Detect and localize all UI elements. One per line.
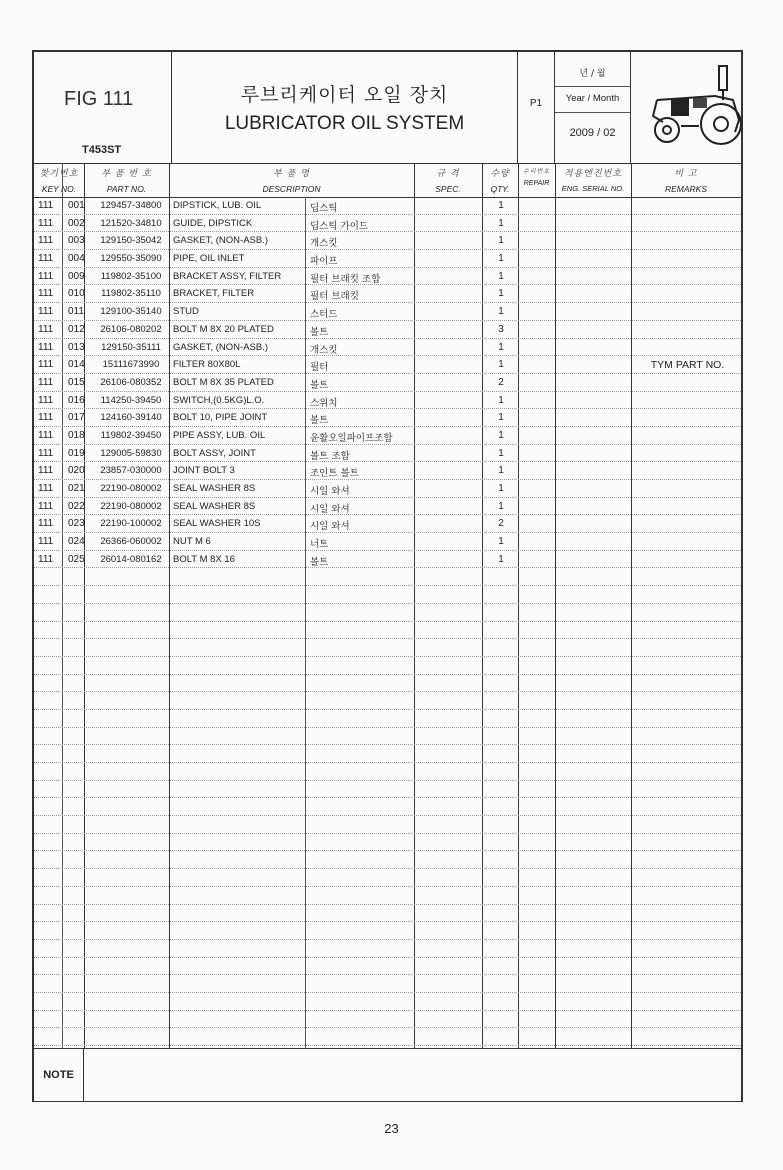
quantity: 1: [498, 394, 504, 406]
description: GUIDE, DIPSTICK: [173, 217, 253, 229]
key-number-group: 111: [38, 306, 54, 318]
quantity: 1: [498, 447, 504, 459]
quantity: 2: [498, 376, 504, 388]
fig-cell: [34, 52, 172, 163]
part-number: 22190-080002: [100, 500, 162, 512]
key-number-group: 111: [38, 217, 54, 229]
description-korean: 시일 와셔: [310, 521, 350, 533]
key-number: 002: [68, 217, 85, 229]
description-korean: 딥스틱 가이드: [310, 220, 369, 232]
col-spec: 규 격 SPEC.: [435, 169, 461, 194]
sheet-header: [34, 52, 741, 164]
empty-row: [34, 816, 741, 834]
key-number-group: 111: [38, 394, 54, 406]
quantity: 1: [498, 465, 504, 477]
part-number: 129150-35042: [100, 235, 162, 247]
key-number-group: 111: [38, 518, 54, 530]
table-row: [34, 427, 741, 445]
description-korean: 필터: [310, 362, 329, 374]
key-number-group: 111: [38, 359, 54, 371]
part-number: 26014-080162: [100, 553, 162, 565]
table-row: [34, 250, 741, 268]
col-description: 부 품 명 DESCRIPTION: [262, 169, 321, 194]
description-korean: 볼트: [310, 415, 329, 427]
column-headers: [34, 163, 741, 198]
description-korean: 개스킷: [310, 238, 338, 250]
quantity: 1: [498, 429, 504, 441]
key-number: 022: [68, 500, 85, 512]
description: BOLT M 8X 16: [173, 553, 235, 565]
quantity: 1: [498, 536, 504, 548]
part-number: 121520-34810: [100, 217, 162, 229]
key-number: 017: [68, 412, 85, 424]
key-number: 019: [68, 447, 85, 459]
key-number: 018: [68, 429, 85, 441]
title-cell: [172, 52, 518, 163]
part-number: 26106-080352: [100, 376, 162, 388]
remarks: TYM PART NO.: [650, 359, 725, 372]
quantity: 1: [498, 306, 504, 318]
empty-row: [34, 798, 741, 816]
description: SEAL WASHER 8S: [173, 483, 256, 494]
part-number: 119802-35110: [101, 288, 161, 300]
table-row: [34, 445, 741, 463]
part-number: 23857-030000: [100, 465, 162, 477]
table-row: [34, 480, 741, 498]
parts-table: [34, 197, 741, 1046]
empty-row: [34, 728, 741, 746]
key-number: 016: [68, 394, 85, 406]
col-repair: 수리번호 REPAIR: [522, 168, 551, 187]
empty-row: [34, 1028, 741, 1046]
part-number: 26366-060002: [100, 536, 162, 548]
fig-number: FIG 111: [64, 88, 134, 110]
table-row: [34, 215, 741, 233]
description: SEAL WASHER 10S: [173, 518, 261, 530]
description-korean: 볼트: [310, 379, 329, 391]
quantity: 1: [498, 359, 504, 371]
empty-row: [34, 745, 741, 763]
key-number: 001: [68, 200, 85, 211]
table-row: [34, 339, 741, 357]
quantity: 1: [498, 270, 504, 282]
note-box: [34, 1048, 741, 1101]
key-number: 020: [68, 465, 85, 477]
part-number: 129005-59830: [100, 447, 162, 459]
empty-row: [34, 869, 741, 887]
col-key: 찾기번호 KEY NO.: [39, 169, 79, 194]
title-english: LUBRICATOR OIL SYSTEM: [224, 113, 465, 134]
quantity: 1: [498, 217, 504, 229]
description: GASKET, (NON-ASB.): [173, 341, 269, 353]
empty-row: [34, 905, 741, 923]
part-number: 129100-35140: [100, 306, 162, 318]
key-number-group: 111: [38, 200, 54, 211]
key-number-group: 111: [38, 253, 54, 265]
empty-row: [34, 975, 741, 993]
empty-row: [34, 922, 741, 940]
description: BOLT ASSY, JOINT: [173, 447, 256, 459]
description: STUD: [173, 306, 199, 318]
quantity: 1: [498, 288, 504, 300]
quantity: 1: [498, 500, 504, 512]
description-korean: 개스킷: [310, 344, 338, 356]
empty-row: [34, 657, 741, 675]
table-row: [34, 515, 741, 533]
description-korean: 필터 브래킷 조합: [310, 273, 381, 285]
col-eng-serial: 적용엔진번호 ENG. SERIAL NO.: [561, 169, 625, 193]
quantity: 1: [498, 483, 504, 494]
table-row: [34, 197, 741, 215]
empty-row: [34, 781, 741, 799]
description-korean: 파이프: [310, 256, 338, 268]
description: SWITCH,(0.5KG)L.O.: [173, 394, 265, 406]
table-row: [34, 285, 741, 303]
key-number-group: 111: [38, 447, 54, 459]
part-number: 119802-35100: [100, 270, 162, 282]
key-number-group: 111: [38, 341, 54, 353]
part-number: 119802-39450: [100, 429, 162, 441]
key-number-group: 111: [38, 270, 54, 282]
description: FILTER 80X80L: [173, 359, 241, 371]
empty-row: [34, 710, 741, 728]
col-remarks: 비 고 REMARKS: [664, 169, 708, 194]
table-row: [34, 303, 741, 321]
key-number: 013: [68, 341, 85, 353]
description-korean: 볼트: [310, 556, 329, 568]
empty-row: [34, 958, 741, 976]
description-korean: 스위치: [310, 397, 338, 409]
description-korean: 시일 와셔: [310, 486, 350, 497]
empty-row: [34, 675, 741, 693]
key-number-group: 111: [38, 500, 54, 512]
key-number: 024: [68, 536, 85, 548]
model-name: T453ST: [82, 144, 122, 156]
part-number: 129550-35090: [100, 253, 162, 265]
part-number: 15111673990: [102, 359, 160, 371]
key-number: 003: [68, 235, 85, 247]
key-number-group: 111: [38, 376, 54, 388]
description: GASKET, (NON-ASB.): [173, 235, 269, 247]
table-row: [34, 551, 741, 569]
part-number: 22190-100002: [100, 518, 162, 530]
empty-row: [34, 993, 741, 1011]
table-row: [34, 533, 741, 551]
table-row: [34, 409, 741, 427]
empty-row: [34, 834, 741, 852]
description: BOLT M 8X 35 PLATED: [173, 376, 274, 388]
key-number: 012: [68, 323, 85, 335]
description-korean: 볼트 조합: [310, 450, 350, 462]
year-month-cell: [555, 52, 631, 163]
quantity: 1: [498, 235, 504, 247]
key-number: 015: [68, 376, 85, 388]
key-number: 014: [68, 359, 85, 371]
parts-sheet: [32, 50, 743, 1102]
empty-row: [34, 887, 741, 905]
quantity: 1: [498, 553, 504, 565]
key-number-group: 111: [38, 429, 54, 441]
description-korean: 딥스틱: [310, 203, 338, 214]
description: BOLT 10, PIPE JOINT: [173, 412, 268, 424]
empty-row: [34, 622, 741, 640]
key-number-group: 111: [38, 412, 54, 424]
part-number: 22190-080002: [100, 483, 162, 494]
empty-row: [34, 586, 741, 604]
col-part-no: 부 품 번 호 PART NO.: [101, 169, 152, 194]
description-korean: 볼트: [310, 326, 329, 338]
quantity: 1: [498, 200, 504, 211]
empty-row: [34, 639, 741, 657]
issue-date: 2009 / 02: [569, 127, 616, 139]
quantity: 1: [498, 412, 504, 424]
table-row: [34, 268, 741, 286]
description: DIPSTICK, LUB. OIL: [173, 200, 262, 211]
table-row: [34, 232, 741, 250]
empty-row: [34, 851, 741, 869]
description: BRACKET, FILTER: [173, 288, 255, 300]
key-number-group: 111: [38, 288, 54, 300]
year-month-korean: 년 / 월: [579, 69, 606, 79]
part-number: 114250-39450: [100, 394, 162, 406]
key-number: 023: [68, 518, 85, 530]
part-number: 124160-39140: [100, 412, 162, 424]
quantity: 3: [498, 323, 504, 335]
table-row: [34, 462, 741, 480]
description: PIPE, OIL INLET: [173, 253, 245, 265]
title-korean: 루브리케이터 오일 장치: [240, 84, 449, 106]
table-row: [34, 374, 741, 392]
key-number: 025: [68, 553, 85, 565]
description: BRACKET ASSY, FILTER: [173, 270, 282, 282]
description-korean: 시일 와셔: [310, 503, 350, 515]
description: NUT M 6: [173, 536, 211, 548]
quantity: 2: [498, 518, 504, 530]
quantity: 1: [498, 341, 504, 353]
key-number: 011: [68, 306, 84, 318]
empty-row: [34, 1011, 741, 1029]
description-korean: 조인트 볼트: [310, 468, 359, 480]
table-row: [34, 392, 741, 410]
description-korean: 필터 브래킷: [310, 291, 359, 303]
key-number: 004: [68, 253, 85, 265]
table-row: [34, 321, 741, 339]
key-number-group: 111: [38, 465, 54, 477]
key-number: 009: [68, 270, 85, 282]
description-korean: 스터드: [310, 309, 338, 321]
table-row: [34, 356, 741, 374]
key-number-group: 111: [38, 483, 54, 494]
note-label: NOTE: [34, 1049, 84, 1101]
key-number-group: 111: [38, 536, 54, 548]
empty-row: [34, 763, 741, 781]
description-korean: 너트: [310, 539, 329, 551]
description-korean: 윤활오일파이프조합: [310, 432, 393, 444]
quantity: 1: [498, 253, 504, 265]
part-number: 129457-34800: [100, 200, 162, 211]
page-code-cell: [518, 52, 555, 163]
key-number-group: 111: [38, 235, 54, 247]
key-number: 021: [68, 483, 85, 494]
key-number-group: 111: [38, 553, 54, 565]
description: JOINT BOLT 3: [173, 465, 235, 477]
key-number-group: 111: [38, 323, 54, 335]
part-number: 26106-080202: [100, 323, 162, 335]
description: SEAL WASHER 8S: [173, 500, 256, 512]
description: BOLT M 8X 20 PLATED: [173, 323, 274, 335]
illustration-cell: [631, 52, 741, 163]
page-number: 23: [384, 1121, 399, 1136]
part-number: 129150-35111: [101, 341, 161, 353]
tractor-icon: [637, 60, 745, 150]
description: PIPE ASSY, LUB. OIL: [173, 429, 266, 441]
empty-row: [34, 940, 741, 958]
empty-row: [34, 604, 741, 622]
page-code: P1: [529, 98, 543, 109]
table-row: [34, 498, 741, 516]
col-qty: 수량 QTY.: [490, 169, 510, 194]
empty-row: [34, 692, 741, 710]
year-month-label: Year / Month: [565, 93, 620, 104]
key-number: 010: [68, 288, 85, 300]
empty-row: [34, 568, 741, 586]
